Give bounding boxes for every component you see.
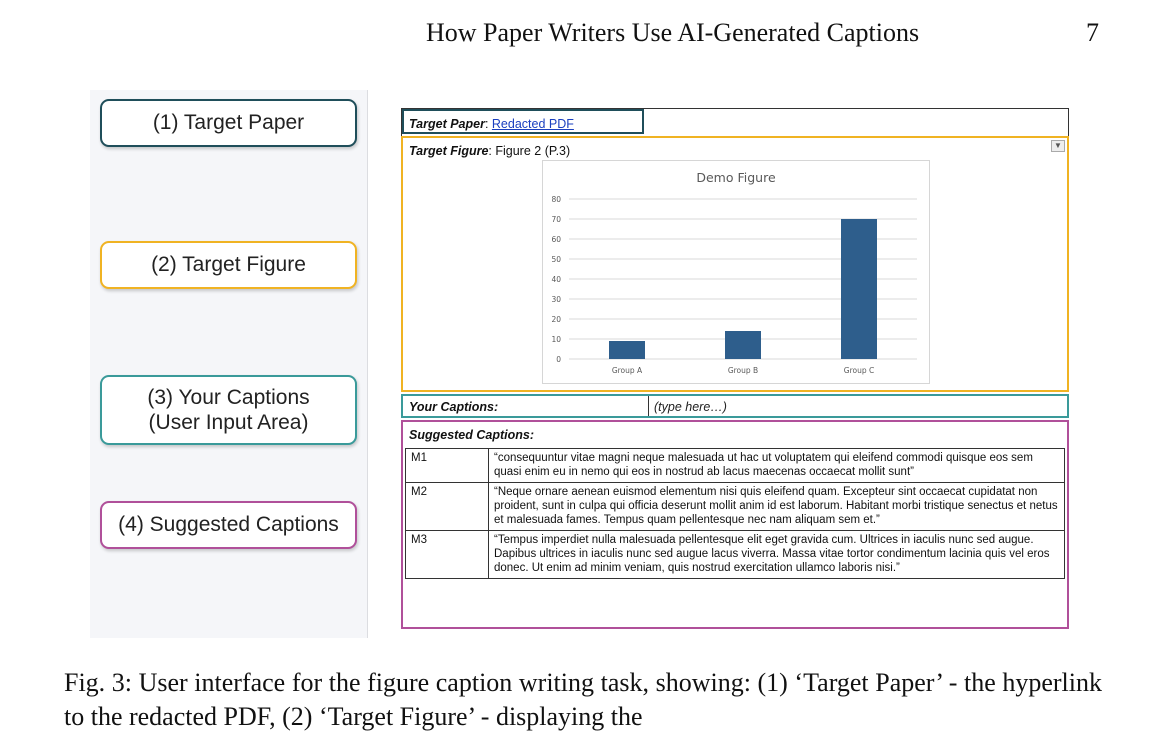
target-figure-header bbox=[409, 144, 570, 158]
suggestion-text[interactable]: “Tempus imperdiet nulla malesuada pellentesque elit eget gravida cum. Ultrices in iaculis nunc sed augue. Dapibus ultrices in iaculis nunc sed augue lacus viverra. Massa vitae tortor condimentum lacinia quis vel eros donec. Ut enim ad minim veniam, quis nostrud exercitation ullamco laboris nisi.” bbox=[489, 531, 1065, 579]
your-captions-label-text: Your Captions: bbox=[409, 400, 499, 414]
y-tick-label: 80 bbox=[551, 195, 561, 204]
figure-caption: Fig. 3: User interface for the figure caption writing task, showing: (1) ‘Target Paper’ - the hyperlink to the redacted PDF, (2) ‘Target Figure’ - displaying the bbox=[64, 668, 1102, 731]
bar bbox=[841, 219, 877, 359]
demo-chart-frame bbox=[542, 160, 930, 384]
label-your-captions-line2: (User Input Area) bbox=[148, 411, 309, 434]
y-tick-label: 20 bbox=[551, 315, 561, 324]
target-figure-value: : Figure 2 (P.3) bbox=[488, 144, 571, 158]
label-your-captions bbox=[100, 375, 357, 445]
y-tick-label: 50 bbox=[551, 255, 561, 264]
model-id: M3 bbox=[406, 531, 489, 579]
suggestion-text[interactable]: “Neque ornare aenean euismod elementum nisi quis eleifend quam. Excepteur sint occaecat cupidatat non proident, sunt in culpa qui officia deserunt mollit anim id est laborum. Habitant morbi tristique senectus et netus et malesuada fames. Tempus quam pellentesque nec nam aliquam sem et.” bbox=[489, 483, 1065, 531]
x-tick-label: Group C bbox=[843, 366, 875, 375]
table-row bbox=[406, 449, 1065, 483]
target-paper-cell bbox=[402, 109, 644, 134]
label-your-captions-line1: (3) Your Captions bbox=[147, 385, 310, 409]
suggested-captions-label-text: Suggested Captions: bbox=[409, 428, 535, 442]
redacted-pdf-link[interactable]: Redacted PDF bbox=[491, 117, 574, 131]
y-tick-label: 60 bbox=[551, 235, 561, 244]
page-number: 7 bbox=[1086, 18, 1099, 47]
target-paper-colon: : bbox=[484, 117, 492, 131]
legend-panel bbox=[90, 90, 368, 638]
your-captions-label bbox=[409, 400, 498, 414]
target-paper-label: Target Paper bbox=[409, 117, 485, 131]
target-figure-label: Target Figure bbox=[409, 144, 489, 158]
label-target-paper: (1) Target Paper bbox=[100, 99, 357, 147]
y-tick-label: 70 bbox=[551, 215, 561, 224]
table-row bbox=[406, 483, 1065, 531]
caption-input[interactable] bbox=[654, 400, 1054, 414]
captions-divider bbox=[648, 396, 649, 416]
bar bbox=[725, 331, 761, 359]
suggestion-text[interactable]: “consequuntur vitae magni neque malesuada ut hac ut voluptatem qui eleifend commodi quisque eos sem quasi enim eu in nemo qui eos in nostrud ab lacus maecenas occaecat mollit sunt” bbox=[489, 449, 1065, 483]
x-tick-label: Group A bbox=[611, 366, 643, 375]
suggestions-table bbox=[405, 448, 1065, 579]
y-tick-label: 40 bbox=[551, 275, 561, 284]
bar bbox=[609, 341, 645, 359]
target-paper-row bbox=[401, 108, 1069, 137]
suggested-captions-label bbox=[409, 428, 534, 442]
x-tick-label: Group B bbox=[727, 366, 759, 375]
suggested-captions-section bbox=[401, 420, 1069, 629]
y-tick-label: 10 bbox=[551, 335, 561, 344]
your-captions-section bbox=[401, 394, 1069, 418]
label-target-figure: (2) Target Figure bbox=[100, 241, 357, 289]
running-title: How Paper Writers Use AI-Generated Captions bbox=[426, 18, 920, 47]
y-tick-label: 0 bbox=[556, 355, 561, 364]
model-id: M1 bbox=[406, 449, 489, 483]
y-tick-label: 30 bbox=[551, 295, 561, 304]
bar-chart bbox=[543, 161, 929, 383]
label-suggested-captions: (4) Suggested Captions bbox=[100, 501, 357, 549]
table-row bbox=[406, 531, 1065, 579]
target-figure-section bbox=[401, 136, 1069, 392]
dropdown-arrow-icon[interactable]: ▼ bbox=[1051, 140, 1065, 152]
model-id: M2 bbox=[406, 483, 489, 531]
chart-title: Demo Figure bbox=[696, 170, 776, 185]
